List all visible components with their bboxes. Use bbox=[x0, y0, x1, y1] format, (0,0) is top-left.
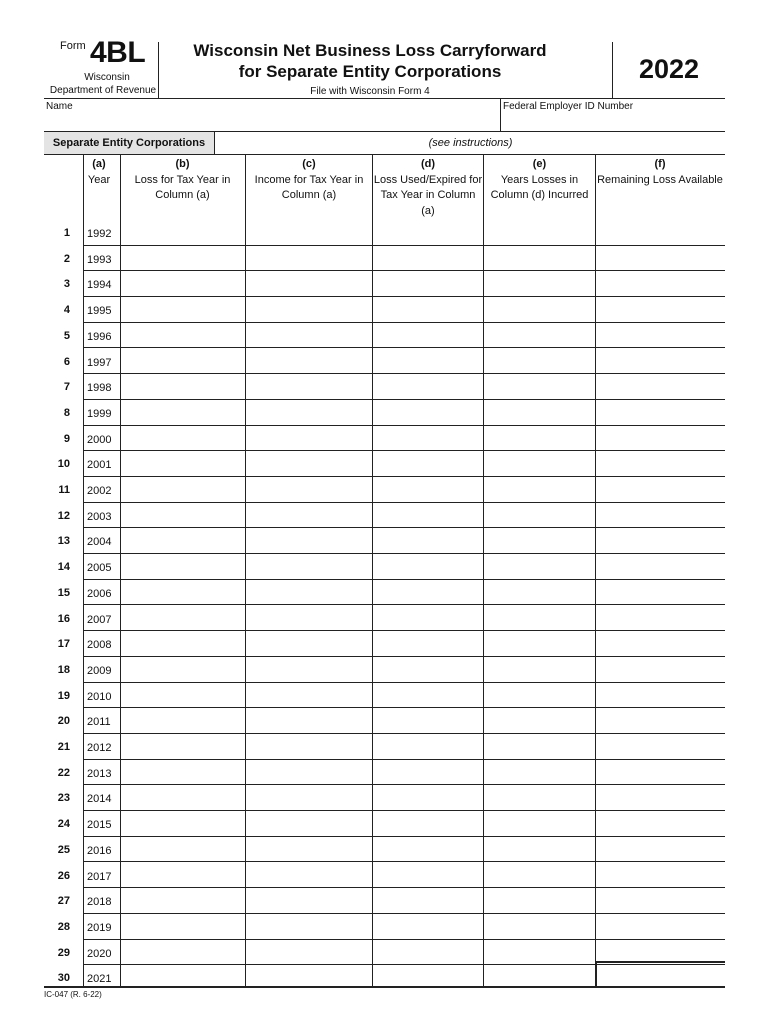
form-title bbox=[170, 40, 570, 82]
loss-used-field[interactable] bbox=[373, 813, 483, 833]
table-row bbox=[44, 246, 725, 272]
line-number: 17 bbox=[57, 638, 70, 651]
loss-used-field[interactable] bbox=[373, 787, 483, 807]
loss-field[interactable] bbox=[121, 916, 245, 936]
line-number: 29 bbox=[57, 946, 70, 959]
year-cell: 2006 bbox=[87, 587, 112, 600]
loss-used-field[interactable] bbox=[373, 762, 483, 782]
agency-department: Department of Revenue bbox=[49, 85, 157, 96]
year-cell: 1993 bbox=[87, 253, 112, 266]
year-cell: 2012 bbox=[87, 742, 112, 754]
form-subtitle: File with Wisconsin Form 4 bbox=[310, 86, 430, 97]
year-cell: 1992 bbox=[87, 228, 112, 240]
remaining-loss-field[interactable] bbox=[596, 479, 724, 499]
table-row bbox=[44, 683, 725, 709]
remaining-loss-field[interactable] bbox=[596, 890, 724, 910]
loss-used-field[interactable] bbox=[373, 608, 483, 628]
income-field[interactable] bbox=[246, 813, 372, 833]
column-header-d bbox=[373, 157, 483, 219]
column-letter-c: (c) bbox=[302, 158, 316, 170]
form-title-line2: for Separate Entity Corporations bbox=[238, 62, 502, 81]
years-incurred-field[interactable] bbox=[484, 787, 595, 807]
years-incurred-field[interactable] bbox=[484, 582, 595, 602]
table-row bbox=[44, 528, 725, 554]
loss-used-field[interactable] bbox=[373, 865, 483, 885]
year-cell: 2017 bbox=[87, 870, 112, 883]
income-field[interactable] bbox=[246, 942, 372, 962]
table-row bbox=[44, 426, 725, 452]
column-header-b bbox=[121, 157, 244, 204]
years-incurred-field[interactable] bbox=[484, 222, 595, 242]
income-field[interactable] bbox=[246, 222, 372, 242]
remaining-loss-field[interactable] bbox=[596, 659, 724, 679]
column-header-e bbox=[484, 157, 595, 204]
table-row bbox=[44, 888, 725, 914]
year-cell: 2016 bbox=[87, 844, 112, 857]
income-field[interactable] bbox=[246, 273, 372, 293]
table-row bbox=[44, 400, 725, 426]
name-field[interactable] bbox=[46, 114, 496, 128]
agency-state: Wisconsin bbox=[84, 72, 130, 83]
years-incurred-field[interactable] bbox=[484, 813, 595, 833]
loss-field[interactable] bbox=[121, 865, 245, 885]
income-field[interactable] bbox=[246, 505, 372, 525]
loss-field[interactable] bbox=[121, 839, 245, 859]
loss-field[interactable] bbox=[121, 376, 245, 396]
loss-used-field[interactable] bbox=[373, 325, 483, 345]
table-row bbox=[44, 477, 725, 503]
years-incurred-field[interactable] bbox=[484, 556, 595, 576]
remaining-loss-field[interactable] bbox=[596, 556, 724, 576]
loss-field[interactable] bbox=[121, 608, 245, 628]
table-bottom-rule bbox=[44, 986, 725, 988]
column-letter-b: (b) bbox=[175, 158, 190, 170]
column-label-e: Years Losses in Column (d) Incurred bbox=[490, 173, 589, 201]
loss-field[interactable] bbox=[121, 659, 245, 679]
table-row bbox=[44, 220, 725, 246]
column-header-a bbox=[78, 157, 120, 188]
income-field[interactable] bbox=[246, 633, 372, 653]
loss-used-field[interactable] bbox=[373, 479, 483, 499]
year-cell: 2001 bbox=[87, 459, 112, 472]
income-field[interactable] bbox=[246, 453, 372, 473]
loss-used-field[interactable] bbox=[373, 659, 483, 679]
income-field[interactable] bbox=[246, 325, 372, 345]
line-number: 19 bbox=[57, 689, 70, 702]
income-field[interactable] bbox=[246, 710, 372, 730]
years-incurred-field[interactable] bbox=[484, 299, 595, 319]
remaining-loss-field[interactable] bbox=[596, 453, 724, 473]
loss-field[interactable] bbox=[121, 402, 245, 422]
loss-used-field[interactable] bbox=[373, 582, 483, 602]
remaining-loss-field[interactable] bbox=[596, 787, 724, 807]
year-cell: 1995 bbox=[87, 305, 112, 318]
column-header-f bbox=[596, 157, 724, 188]
header-divider-left bbox=[158, 42, 159, 98]
years-incurred-field[interactable] bbox=[484, 839, 595, 859]
year-cell: 2013 bbox=[87, 767, 112, 780]
line-number: 30 bbox=[57, 972, 70, 985]
income-field[interactable] bbox=[246, 428, 372, 448]
years-incurred-field[interactable] bbox=[484, 710, 595, 730]
column-letter-a: (a) bbox=[92, 158, 106, 170]
tax-year: 2022 bbox=[638, 54, 700, 84]
years-incurred-field[interactable] bbox=[484, 942, 595, 962]
table-row bbox=[44, 785, 725, 811]
loss-used-field[interactable] bbox=[373, 273, 483, 293]
line-number: 2 bbox=[63, 252, 70, 265]
form-title-line1: Wisconsin Net Business Loss Carryforward bbox=[193, 41, 547, 60]
loss-field[interactable] bbox=[121, 942, 245, 962]
table-row bbox=[44, 631, 725, 657]
income-field[interactable] bbox=[246, 402, 372, 422]
loss-used-field[interactable] bbox=[373, 299, 483, 319]
income-field[interactable] bbox=[246, 659, 372, 679]
line-number: 26 bbox=[57, 869, 70, 882]
header-divider-right bbox=[612, 42, 613, 98]
line-number: 4 bbox=[63, 304, 70, 317]
loss-used-field[interactable] bbox=[373, 942, 483, 962]
loss-used-field[interactable] bbox=[373, 890, 483, 910]
loss-field[interactable] bbox=[121, 222, 245, 242]
line-number: 25 bbox=[57, 843, 70, 856]
loss-field[interactable] bbox=[121, 505, 245, 525]
year-cell: 2008 bbox=[87, 639, 112, 652]
income-field[interactable] bbox=[246, 299, 372, 319]
table-row bbox=[44, 323, 725, 349]
line-number: 20 bbox=[57, 715, 70, 728]
line-number: 12 bbox=[57, 509, 70, 522]
column-label-f: Remaining Loss Available bbox=[597, 173, 723, 186]
income-field[interactable] bbox=[246, 967, 372, 987]
loss-field[interactable] bbox=[121, 762, 245, 782]
loss-used-field[interactable] bbox=[373, 967, 483, 987]
year-cell: 2015 bbox=[87, 819, 112, 832]
fein-divider bbox=[500, 98, 501, 131]
income-field[interactable] bbox=[246, 376, 372, 396]
section-title: Separate Entity Corporations bbox=[52, 137, 206, 149]
table-row bbox=[44, 374, 725, 400]
years-incurred-field[interactable] bbox=[484, 659, 595, 679]
year-cell: 2018 bbox=[87, 896, 112, 909]
loss-used-field[interactable] bbox=[373, 916, 483, 936]
income-field[interactable] bbox=[246, 916, 372, 936]
years-incurred-field[interactable] bbox=[484, 273, 595, 293]
years-incurred-field[interactable] bbox=[484, 325, 595, 345]
loss-used-field[interactable] bbox=[373, 402, 483, 422]
table-row bbox=[44, 580, 725, 606]
line-number: 1 bbox=[63, 227, 70, 239]
income-field[interactable] bbox=[246, 865, 372, 885]
remaining-loss-field[interactable] bbox=[596, 710, 724, 730]
loss-field[interactable] bbox=[121, 479, 245, 499]
loss-field[interactable] bbox=[121, 248, 245, 268]
loss-used-field[interactable] bbox=[373, 428, 483, 448]
years-incurred-field[interactable] bbox=[484, 633, 595, 653]
table-row bbox=[44, 606, 725, 632]
remaining-loss-field[interactable] bbox=[596, 402, 724, 422]
years-incurred-field[interactable] bbox=[484, 479, 595, 499]
fein-field[interactable] bbox=[503, 114, 721, 128]
loss-used-field[interactable] bbox=[373, 222, 483, 242]
income-field[interactable] bbox=[246, 839, 372, 859]
line-number: 14 bbox=[57, 561, 70, 574]
loss-field[interactable] bbox=[121, 710, 245, 730]
column-letter-f: (f) bbox=[654, 158, 666, 170]
year-cell: 1994 bbox=[87, 279, 112, 292]
loss-field[interactable] bbox=[121, 325, 245, 345]
loss-used-field[interactable] bbox=[373, 248, 483, 268]
year-cell: 1999 bbox=[87, 407, 112, 420]
remaining-loss-field[interactable] bbox=[596, 608, 724, 628]
income-field[interactable] bbox=[246, 736, 372, 756]
loss-field[interactable] bbox=[121, 967, 245, 987]
line-number: 8 bbox=[63, 406, 70, 419]
line-number: 5 bbox=[63, 329, 70, 342]
year-cell: 2010 bbox=[87, 690, 112, 703]
loss-field[interactable] bbox=[121, 633, 245, 653]
year-cell: 2002 bbox=[87, 485, 112, 497]
income-field[interactable] bbox=[246, 762, 372, 782]
line-number: 13 bbox=[57, 535, 70, 548]
loss-field[interactable] bbox=[121, 453, 245, 473]
remaining-loss-field[interactable] bbox=[596, 916, 724, 936]
table-row bbox=[44, 837, 725, 863]
years-incurred-field[interactable] bbox=[484, 530, 595, 550]
remaining-loss-field[interactable] bbox=[596, 248, 724, 268]
table-row bbox=[44, 271, 725, 297]
name-row-top-rule bbox=[44, 98, 725, 99]
line-number: 15 bbox=[57, 586, 70, 599]
year-cell: 2000 bbox=[87, 433, 112, 446]
years-incurred-field[interactable] bbox=[484, 916, 595, 936]
loss-field[interactable] bbox=[121, 530, 245, 550]
line-number: 24 bbox=[57, 818, 70, 831]
table-row bbox=[44, 708, 725, 734]
loss-field[interactable] bbox=[121, 685, 245, 705]
column-letter-d: (d) bbox=[420, 158, 436, 170]
year-cell: 2003 bbox=[87, 510, 112, 523]
years-incurred-field[interactable] bbox=[484, 505, 595, 525]
table-row bbox=[44, 451, 725, 477]
year-cell: 2021 bbox=[87, 973, 112, 986]
loss-field[interactable] bbox=[121, 273, 245, 293]
year-cell: 2004 bbox=[87, 536, 112, 549]
table-row bbox=[44, 297, 725, 323]
income-field[interactable] bbox=[246, 890, 372, 910]
column-label-b: Loss for Tax Year in Column (a) bbox=[134, 173, 231, 201]
column-letter-e: (e) bbox=[532, 158, 547, 170]
remaining-loss-field[interactable] bbox=[596, 813, 724, 833]
see-instructions-note: (see instructions) bbox=[428, 137, 513, 149]
remaining-loss-field[interactable] bbox=[596, 428, 724, 448]
loss-field[interactable] bbox=[121, 351, 245, 371]
loss-used-field[interactable] bbox=[373, 736, 483, 756]
remaining-loss-field[interactable] bbox=[596, 299, 724, 319]
line-number: 18 bbox=[57, 663, 70, 676]
table-row bbox=[44, 657, 725, 683]
loss-used-field[interactable] bbox=[373, 839, 483, 859]
table-row bbox=[44, 760, 725, 786]
income-field[interactable] bbox=[246, 351, 372, 371]
column-header-c bbox=[246, 157, 372, 204]
line-number: 3 bbox=[63, 278, 70, 291]
income-field[interactable] bbox=[246, 582, 372, 602]
years-incurred-field[interactable] bbox=[484, 685, 595, 705]
loss-field[interactable] bbox=[121, 299, 245, 319]
year-cell: 1998 bbox=[87, 382, 112, 395]
remaining-loss-field[interactable] bbox=[596, 582, 724, 602]
years-incurred-field[interactable] bbox=[484, 608, 595, 628]
line-number: 27 bbox=[57, 895, 70, 908]
years-incurred-field[interactable] bbox=[484, 248, 595, 268]
year-cell: 2020 bbox=[87, 947, 112, 960]
year-cell: 2007 bbox=[87, 613, 112, 626]
income-field[interactable] bbox=[246, 685, 372, 705]
line30-col-f-box bbox=[595, 961, 725, 987]
loss-field[interactable] bbox=[121, 787, 245, 807]
form-word: Form bbox=[60, 40, 86, 52]
loss-used-field[interactable] bbox=[373, 351, 483, 371]
years-incurred-field[interactable] bbox=[484, 351, 595, 371]
years-incurred-field[interactable] bbox=[484, 736, 595, 756]
table-row bbox=[44, 863, 725, 889]
years-incurred-field[interactable] bbox=[484, 376, 595, 396]
income-field[interactable] bbox=[246, 787, 372, 807]
years-incurred-field[interactable] bbox=[484, 428, 595, 448]
line-number: 11 bbox=[58, 484, 70, 496]
years-incurred-field[interactable] bbox=[484, 762, 595, 782]
table-row bbox=[44, 914, 725, 940]
remaining-loss-field[interactable] bbox=[596, 222, 724, 242]
column-label-d: Loss Used/Expired for Tax Year in Column (a) bbox=[373, 173, 483, 217]
loss-field[interactable] bbox=[121, 736, 245, 756]
remaining-loss-field[interactable] bbox=[596, 839, 724, 859]
income-field[interactable] bbox=[246, 556, 372, 576]
years-incurred-field[interactable] bbox=[484, 453, 595, 473]
line-number: 22 bbox=[57, 766, 70, 779]
table-row bbox=[44, 734, 725, 760]
form-revision-code: IC-047 (R. 6-22) bbox=[44, 990, 102, 999]
form-number: 4BL bbox=[90, 36, 146, 69]
section-bottom-rule bbox=[44, 154, 725, 155]
loss-used-field[interactable] bbox=[373, 376, 483, 396]
income-field[interactable] bbox=[246, 608, 372, 628]
income-field[interactable] bbox=[246, 479, 372, 499]
years-incurred-field[interactable] bbox=[484, 890, 595, 910]
loss-field[interactable] bbox=[121, 556, 245, 576]
years-incurred-field[interactable] bbox=[484, 967, 595, 987]
name-label: Name bbox=[46, 101, 73, 112]
loss-used-field[interactable] bbox=[373, 710, 483, 730]
year-cell: 2009 bbox=[87, 664, 112, 677]
year-cell: 1997 bbox=[87, 356, 112, 369]
column-label-a: Year bbox=[87, 173, 111, 186]
line-number: 6 bbox=[63, 355, 70, 368]
year-cell: 2011 bbox=[87, 716, 111, 729]
remaining-loss-field[interactable] bbox=[596, 942, 724, 962]
loss-used-field[interactable] bbox=[373, 633, 483, 653]
year-cell: 1996 bbox=[87, 330, 112, 343]
column-label-c: Income for Tax Year in Column (a) bbox=[254, 173, 364, 201]
line-number: 21 bbox=[57, 741, 70, 753]
loss-used-field[interactable] bbox=[373, 685, 483, 705]
line-number: 28 bbox=[57, 920, 70, 933]
year-cell: 2014 bbox=[87, 793, 112, 806]
years-incurred-field[interactable] bbox=[484, 865, 595, 885]
line-number: 10 bbox=[57, 458, 70, 471]
table-row bbox=[44, 349, 725, 375]
remaining-loss-field[interactable] bbox=[596, 633, 724, 653]
loss-field[interactable] bbox=[121, 428, 245, 448]
remaining-loss-field[interactable] bbox=[596, 762, 724, 782]
loss-used-field[interactable] bbox=[373, 530, 483, 550]
years-incurred-field[interactable] bbox=[484, 402, 595, 422]
loss-field[interactable] bbox=[121, 582, 245, 602]
line-number: 7 bbox=[63, 381, 70, 394]
income-field[interactable] bbox=[246, 530, 372, 550]
remaining-loss-field[interactable] bbox=[596, 736, 724, 756]
remaining-loss-field[interactable] bbox=[596, 505, 724, 525]
line-number: 23 bbox=[57, 792, 70, 805]
year-cell: 2005 bbox=[87, 562, 112, 575]
loss-used-field[interactable] bbox=[373, 556, 483, 576]
line-number: 16 bbox=[57, 612, 70, 625]
remaining-loss-field[interactable] bbox=[596, 325, 724, 345]
income-field[interactable] bbox=[246, 248, 372, 268]
loss-field[interactable] bbox=[121, 813, 245, 833]
remaining-loss-field[interactable] bbox=[596, 685, 724, 705]
line-number: 9 bbox=[63, 432, 70, 445]
loss-used-field[interactable] bbox=[373, 505, 483, 525]
remaining-loss-field[interactable] bbox=[596, 530, 724, 550]
year-cell: 2019 bbox=[87, 921, 112, 934]
remaining-loss-field[interactable] bbox=[596, 351, 724, 371]
remaining-loss-field[interactable] bbox=[596, 376, 724, 396]
table-row bbox=[44, 554, 725, 580]
remaining-loss-field[interactable] bbox=[596, 865, 724, 885]
loss-used-field[interactable] bbox=[373, 453, 483, 473]
table-row bbox=[44, 811, 725, 837]
fein-label: Federal Employer ID Number bbox=[503, 101, 634, 112]
loss-field[interactable] bbox=[121, 890, 245, 910]
table-row bbox=[44, 503, 725, 529]
remaining-loss-field[interactable] bbox=[596, 273, 724, 293]
